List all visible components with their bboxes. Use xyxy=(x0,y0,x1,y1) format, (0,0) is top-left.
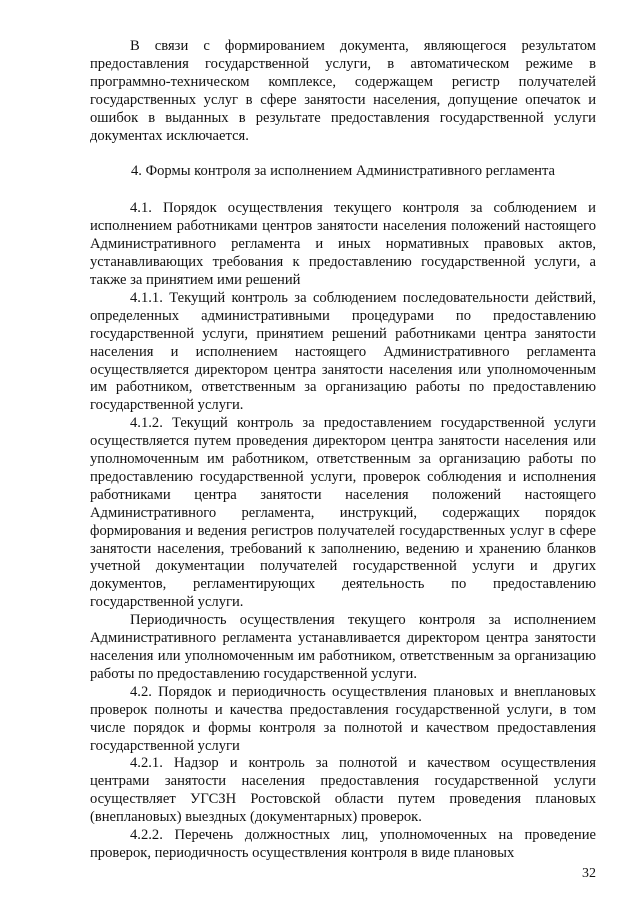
paragraph-4-1: 4.1. Порядок осуществления текущего контроля за соблюдением и исполнением работниками центров занятости населения положений настоящего Административного регламента и иных нормативных правовых актов, устанавливающих требования к предоставлению государственной услуги, а также за принятием ими решений xyxy=(90,200,596,288)
paragraph-4-1-1: 4.1.1. Текущий контроль за соблюдением последовательности действий, определенных административными процедурами по предоставлению государственной услуги, принятием решений работниками центра занятости населения и исполнением настоящего Административного регламента осуществляется директором центра занятости населения или уполномоченным им работником, ответственным за организацию работы по предоставлению государственной услуги. xyxy=(90,289,596,414)
intro-paragraph: В связи с формированием документа, являющегося результатом предоставления государственной услуги, в автоматическом режиме в программно-техническом комплексе, содержащем регистр получателей государственных услуг в сфере занятости населения, допущение опечаток и ошибок в выданных в результате предоставления государственной услуги документах исключается. xyxy=(90,38,596,144)
paragraph-periodicity: Периодичность осуществления текущего контроля за исполнением Административного регламента устанавливается директором центра занятости населения или уполномоченным им работником, ответственным за организацию работы по предоставлению государственной услуги. xyxy=(90,612,596,682)
document-body xyxy=(90,38,596,863)
paragraph-4-2-2: 4.2.2. Перечень должностных лиц, уполномоченных на проведение проверок, периодичность осуществления контроля в виде плановых xyxy=(90,827,596,861)
paragraph-4-1-2: 4.1.2. Текущий контроль за предоставлением государственной услуги осуществляется путем проведения директором центра занятости населения или уполномоченным им работником, ответственным за организацию работы по предоставлению государственной услуги, проверок соблюдения и исполнения работниками центра занятости населения положений настоящего Административного регламента, инструкций, содержащих порядок формирования и ведения регистров получателей государственных услуг в сфере занятости населения, требований к заполнению, ведению и хранению бланков учетной документации получателей государственной услуги и других документов, регламентирующих деятельность по предоставлению государственной услуги. xyxy=(90,415,596,611)
paragraph-4-2-1: 4.2.1. Надзор и контроль за полнотой и качеством осуществления центрами занятости населения предоставления государственной услуги осуществляет УГСЗН Ростовской области путем проведения плановых (внеплановых) выездных (документарных) проверок. xyxy=(90,755,596,826)
section-heading: 4. Формы контроля за исполнением Административного регламента xyxy=(130,163,556,180)
paragraph-4-2: 4.2. Порядок и периодичность осуществления плановых и внеплановых проверок полноты и качества предоставления государственной услуги, в том числе порядок и формы контроля за полнотой и качеством предоставления государственной услуги xyxy=(90,683,596,754)
page-number: 32 xyxy=(582,866,596,881)
